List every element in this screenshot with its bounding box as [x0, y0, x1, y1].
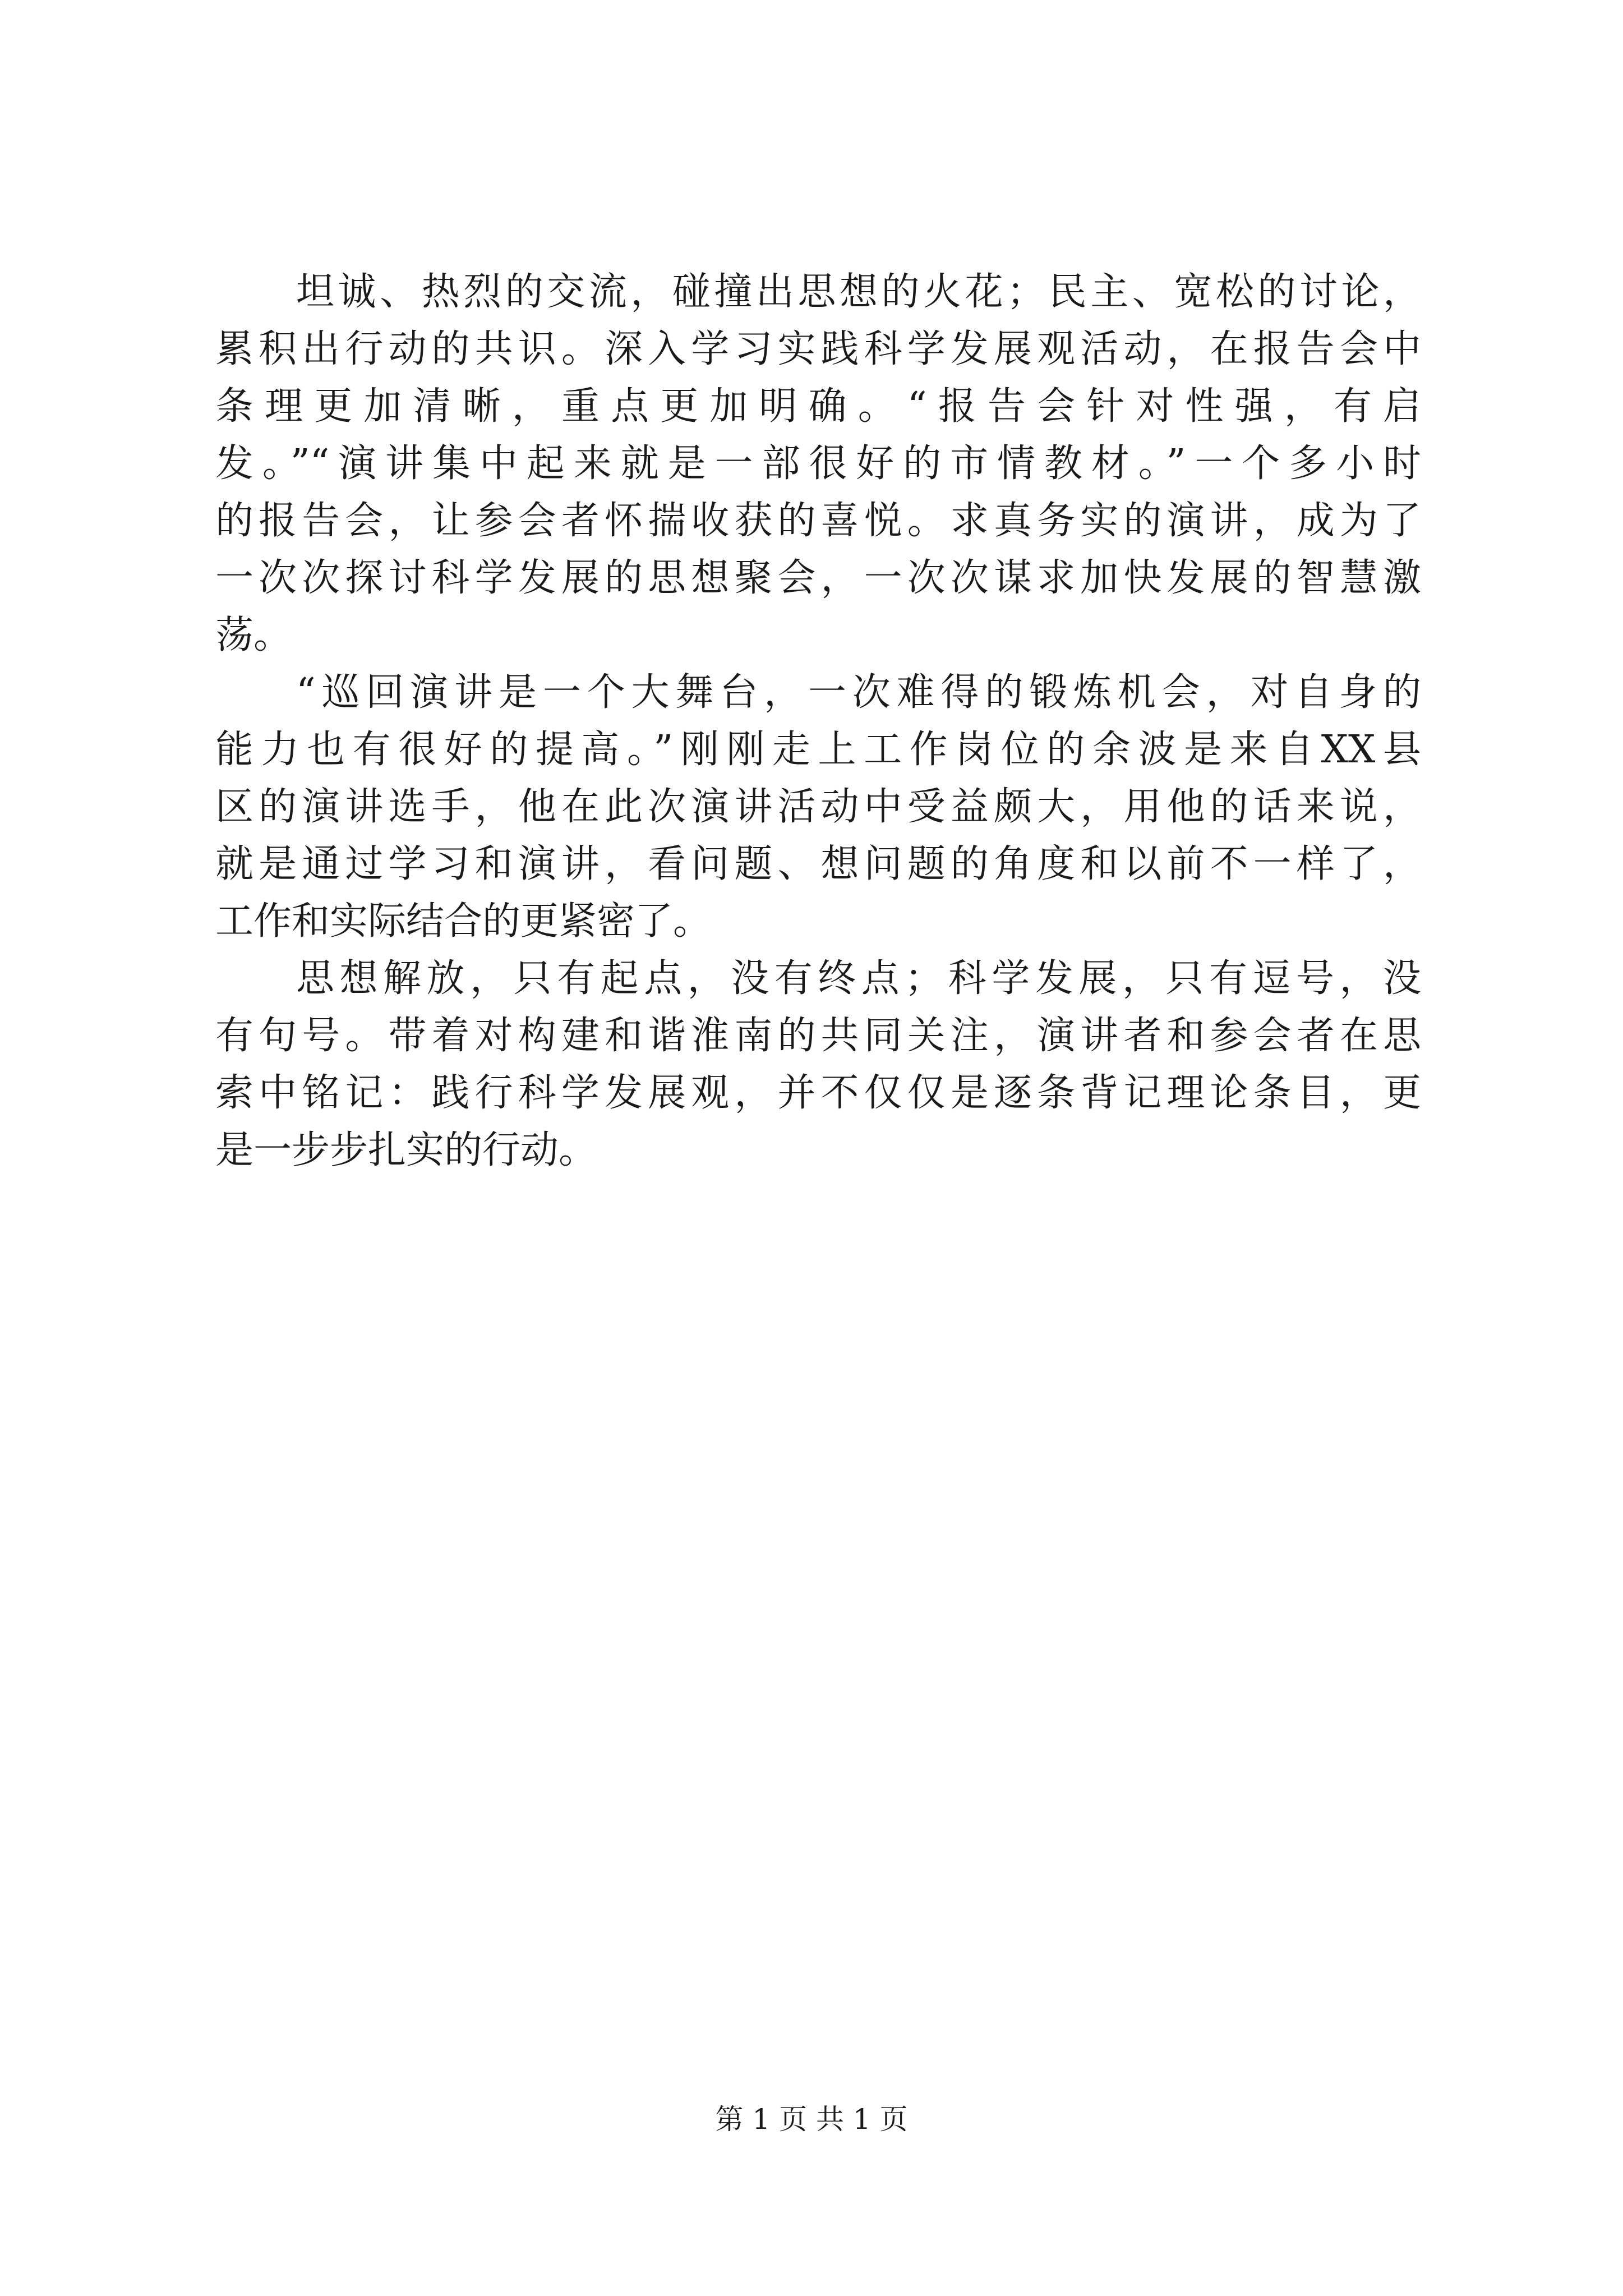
paragraph-line: 累积出行动的共识。深入学习实践科学发展观活动，在报告会中	[215, 327, 1421, 371]
paragraph-line: 区的演讲选手，他在此次演讲活动中受益颇大，用他的话来说，	[215, 785, 1421, 829]
paragraph-line: 工作和实际结合的更紧密了。	[215, 899, 712, 944]
paragraph-line: 发。”“演讲集中起来就是一部很好的市情教材。”一个多小时	[215, 441, 1421, 486]
paragraph-line: 的报告会，让参会者怀揣收获的喜悦。求真务实的演讲，成为了	[215, 499, 1421, 543]
paragraph-line: 就是通过学习和演讲，看问题、想问题的角度和以前不一样了，	[215, 842, 1421, 886]
paragraph-line: 条理更加清晰，重点更加明确。“报告会针对性强，有启	[215, 384, 1421, 429]
paragraph-line: 一次次探讨科学发展的思想聚会，一次次谋求加快发展的智慧激	[215, 556, 1421, 600]
paragraph-line: 是一步步扎实的行动。	[215, 1128, 597, 1172]
paragraph-1	[215, 264, 1421, 664]
paragraph-line: 思想解放，只有起点，没有终点；科学发展，只有逗号，没	[296, 956, 1421, 1001]
paragraph-line: “巡回演讲是一个大舞台，一次难得的锻炼机会，对自身的	[296, 670, 1421, 715]
page-footer: 第 1 页 共 1 页	[715, 2103, 908, 2136]
paragraph-line: 索中铭记：践行科学发展观，并不仅仅是逐条背记理论条目，更	[215, 1071, 1421, 1115]
paragraph-line: 能力也有很好的提高。”刚刚走上工作岗位的余波是来自XX县	[215, 728, 1421, 772]
paragraph-line: 荡。	[215, 613, 292, 657]
paragraph-3	[215, 950, 1421, 1179]
document-body	[215, 264, 1421, 1179]
paragraph-2	[215, 664, 1421, 950]
paragraph-line: 有句号。带着对构建和谐淮南的共同关注，演讲者和参会者在思	[215, 1014, 1421, 1058]
paragraph-line: 坦诚、热烈的交流，碰撞出思想的火花；民主、宽松的讨论，	[296, 270, 1421, 314]
